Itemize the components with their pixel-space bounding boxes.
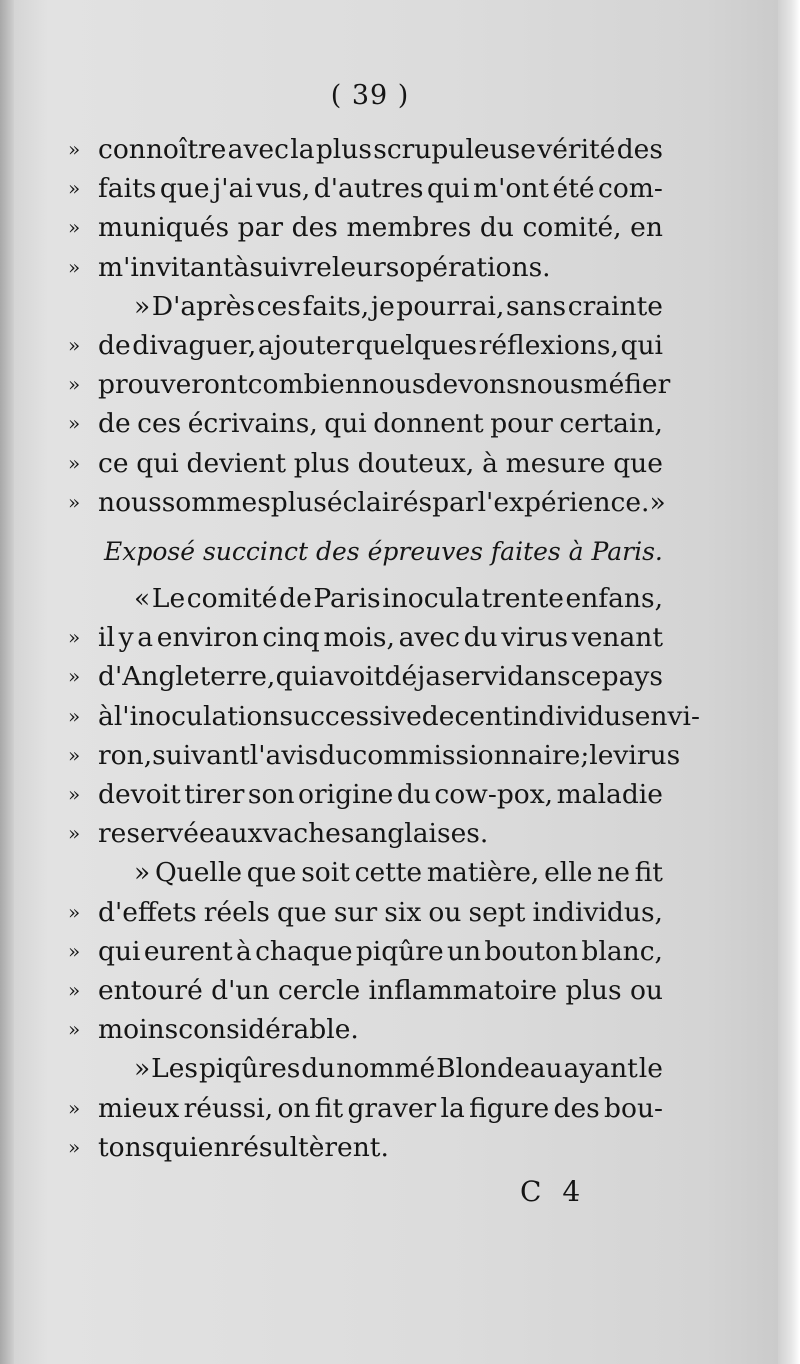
word: son <box>247 779 295 810</box>
text-line <box>98 287 663 326</box>
word: opérations. <box>399 251 551 283</box>
word: qui <box>275 661 319 693</box>
word: m'invitant <box>98 251 234 283</box>
word: à <box>98 700 114 732</box>
word: certain, <box>559 408 663 440</box>
word: ron, <box>98 739 153 771</box>
word: sur <box>333 896 378 928</box>
text-line <box>68 1128 663 1167</box>
word: D'après <box>151 290 256 322</box>
word: plus <box>270 486 327 518</box>
text-line <box>68 736 681 775</box>
quote-mark: » <box>68 1017 81 1042</box>
word: inflammatoire <box>368 974 558 1006</box>
quote-mark: » <box>68 1134 81 1159</box>
signature-mark: C 4 <box>520 1175 587 1208</box>
word: nous <box>361 369 426 401</box>
text-line <box>68 248 663 287</box>
word: mois, <box>323 622 395 654</box>
word: dans <box>507 661 571 693</box>
word: Le <box>151 583 186 615</box>
word: faits <box>98 173 157 205</box>
word: l'avis <box>249 739 319 771</box>
word: ne <box>597 857 630 889</box>
word: elle <box>544 857 593 889</box>
text-line <box>68 404 663 443</box>
word: d'Angleterre, <box>98 661 276 693</box>
word: déja <box>384 661 442 693</box>
word: » <box>134 1053 151 1085</box>
word: plus <box>315 134 372 165</box>
word: du <box>463 622 498 654</box>
word: donnent <box>373 408 484 440</box>
word: tirer <box>184 779 245 810</box>
word: ajouter <box>257 329 354 361</box>
word: de <box>98 329 131 361</box>
word: vus, <box>256 173 311 205</box>
quote-mark: » <box>68 938 81 963</box>
quote-mark: » <box>68 489 81 514</box>
word: ce <box>98 447 129 479</box>
word: avoit <box>318 661 385 693</box>
word: figure <box>469 1092 550 1124</box>
word: Paris <box>313 583 381 615</box>
word: Blondeau <box>436 1053 563 1085</box>
word: quelques <box>355 329 478 361</box>
word: successive <box>279 700 422 732</box>
word: crainte <box>567 290 663 322</box>
word: l'expérience. <box>477 486 650 518</box>
word: m'ont <box>472 173 550 205</box>
word: virus <box>613 739 681 771</box>
word: piqûre <box>355 935 444 967</box>
word: chaque <box>255 935 353 967</box>
word: l'inoculation <box>113 700 280 732</box>
word: du <box>318 739 353 771</box>
word: Quelle <box>154 857 243 889</box>
word: moins <box>98 1014 179 1046</box>
word: on <box>277 1092 311 1124</box>
word: à <box>233 251 250 283</box>
word: des <box>616 134 663 165</box>
word: je <box>370 290 395 322</box>
word: environ <box>156 622 259 654</box>
word: Les <box>151 1053 199 1085</box>
word: sommes <box>161 486 271 518</box>
word: leurs <box>331 251 400 283</box>
word: en <box>630 212 663 244</box>
word: qui <box>426 173 470 205</box>
word: muniqués <box>98 212 230 244</box>
word: qui <box>620 329 663 361</box>
word: membres <box>346 212 472 244</box>
word: il <box>98 622 115 654</box>
word: y <box>118 622 134 654</box>
word: que <box>277 896 327 928</box>
word: du <box>479 212 514 244</box>
word: individus, <box>532 896 663 928</box>
word: des <box>291 212 338 244</box>
word: que <box>613 447 663 479</box>
word: fit <box>314 1092 344 1124</box>
text-line <box>98 1049 663 1088</box>
quote-mark: » <box>68 254 81 279</box>
word: un <box>446 935 482 967</box>
word: des <box>553 1092 600 1124</box>
word: eurent <box>143 935 233 967</box>
word: d'effets <box>98 896 197 928</box>
word: combien <box>247 369 362 401</box>
text-line <box>68 326 663 365</box>
word: qui <box>98 935 141 967</box>
word: qui <box>155 1131 198 1163</box>
quote-mark: » <box>68 899 81 924</box>
word: nous <box>519 369 584 401</box>
word: qui <box>136 447 179 479</box>
word: cercle <box>277 974 361 1006</box>
quote-mark: » <box>68 977 81 1002</box>
word: cinq <box>262 622 320 654</box>
quote-mark: » <box>68 332 81 357</box>
text-line <box>68 932 663 971</box>
word: été <box>552 173 595 205</box>
word: écrivains, <box>187 408 318 440</box>
word: bou- <box>604 1092 663 1124</box>
word: fit <box>634 857 663 889</box>
word: du <box>301 1053 336 1085</box>
text-line <box>68 444 663 483</box>
text-line <box>68 775 663 814</box>
word: commissionnaire; <box>352 739 590 771</box>
quote-mark: » <box>68 782 81 806</box>
word: aux <box>214 818 263 850</box>
word: sept <box>468 896 526 928</box>
text-line <box>98 579 663 618</box>
text-line <box>68 130 663 169</box>
word: d'un <box>211 974 270 1006</box>
word: ces <box>137 408 182 440</box>
word: plus <box>565 974 622 1006</box>
word: entouré <box>98 974 203 1006</box>
word: bouton <box>484 935 579 967</box>
word: avec <box>398 622 460 654</box>
word: à <box>482 447 498 479</box>
word: soit <box>301 857 350 889</box>
quote-mark: » <box>68 703 81 728</box>
quote-mark: » <box>68 450 81 475</box>
quote-mark: » <box>68 411 81 436</box>
word: méfier <box>583 369 671 401</box>
word: enfans, <box>565 583 663 615</box>
word: le <box>638 1053 663 1085</box>
word: ayant <box>563 1053 638 1085</box>
word: de <box>279 583 312 615</box>
word: devient <box>186 447 287 479</box>
word: faits, <box>302 290 370 322</box>
text-line <box>68 1010 663 1049</box>
word: cow-pox, <box>434 779 554 810</box>
word: du <box>396 779 431 810</box>
quote-mark: » <box>68 821 81 846</box>
word: com- <box>598 173 663 205</box>
word: ces <box>256 290 301 322</box>
word: ou <box>428 896 462 928</box>
word: blanc, <box>581 935 663 967</box>
text-line <box>68 971 663 1010</box>
text-line <box>68 365 671 404</box>
word: ce <box>570 661 602 693</box>
word: cent <box>454 700 513 732</box>
word: avec <box>227 134 289 165</box>
quote-mark: » <box>68 176 81 201</box>
word: mieux <box>98 1092 180 1124</box>
word: pays <box>601 661 663 693</box>
word: six <box>384 896 422 928</box>
word: prouveront <box>98 369 248 401</box>
word: nous <box>98 486 162 518</box>
word: la <box>440 1092 465 1124</box>
word: vérité <box>537 134 616 165</box>
word: par <box>237 212 284 244</box>
text-line <box>98 853 663 892</box>
word: reservée <box>98 818 215 850</box>
word: en <box>197 1131 231 1163</box>
word: que <box>246 857 297 889</box>
word: pour <box>490 408 553 440</box>
word: « <box>134 583 151 615</box>
body-text <box>68 130 700 1167</box>
word: considérable. <box>178 1014 359 1046</box>
word: pourrai, <box>396 290 505 322</box>
word: comité <box>186 583 278 615</box>
word: individus <box>512 700 635 732</box>
word: devons <box>425 369 520 401</box>
word: » <box>134 290 151 322</box>
quote-mark: » <box>68 1095 81 1120</box>
word: matière, <box>426 857 540 889</box>
word: ou <box>629 974 663 1006</box>
quote-mark: » <box>68 742 81 767</box>
word: anglaises. <box>354 818 489 850</box>
word: réels <box>203 896 270 928</box>
word: scrupuleuse <box>373 134 536 165</box>
word: résultèrent. <box>230 1131 389 1163</box>
word: nommé <box>336 1053 436 1085</box>
text-line <box>68 814 663 853</box>
word: trente <box>481 583 564 615</box>
word: graver <box>347 1092 437 1124</box>
text-line <box>68 1089 663 1128</box>
word: devoit <box>98 779 181 810</box>
word: comité, <box>522 212 622 244</box>
word: qui <box>324 408 367 440</box>
word: douteux, <box>357 447 475 479</box>
section-heading: Exposé succinct des épreuves faites à Paris. <box>104 536 663 566</box>
text-line <box>68 208 663 247</box>
word: inocula <box>382 583 480 615</box>
quote-mark: » <box>68 625 81 650</box>
word: tons <box>98 1131 156 1163</box>
word: a <box>137 622 154 654</box>
word: plus <box>293 447 350 479</box>
quote-mark: » <box>68 372 81 397</box>
word: vaches <box>262 818 355 850</box>
word: éclairés <box>326 486 433 518</box>
word: de <box>98 408 131 440</box>
quote-mark: » <box>68 215 81 240</box>
quote-mark: » <box>68 137 81 161</box>
word: que <box>159 173 210 205</box>
word: j'ai <box>213 173 253 205</box>
word: piqûres <box>198 1053 301 1085</box>
word: virus <box>501 622 569 654</box>
text-line <box>68 618 663 657</box>
word: de <box>421 700 455 732</box>
word: origine <box>298 779 394 810</box>
page-left-edge <box>0 0 14 1364</box>
word: mesure <box>505 447 606 479</box>
page-number: ( 39 ) <box>330 80 410 111</box>
word: le <box>589 739 614 771</box>
word: envi- <box>634 700 700 732</box>
text-line <box>68 483 666 522</box>
word: maladie <box>556 779 663 810</box>
word: cette <box>354 857 423 889</box>
word: d'autres <box>313 173 424 205</box>
word: sans <box>506 290 567 322</box>
paragraphs-after-heading <box>68 579 700 1167</box>
text-line <box>68 657 663 696</box>
word: servi <box>441 661 507 693</box>
word: à <box>235 935 252 967</box>
word: la <box>290 134 315 165</box>
word: » <box>134 857 151 889</box>
text-line <box>68 697 700 736</box>
word: » <box>649 486 666 518</box>
word: par <box>432 486 478 518</box>
word: suivant <box>152 739 250 771</box>
page-right-edge <box>778 0 800 1364</box>
word: suivre <box>249 251 332 283</box>
word: divaguer, <box>132 329 257 361</box>
quote-mark: » <box>68 664 81 689</box>
text-line <box>68 893 663 932</box>
paragraphs-before-heading <box>68 130 671 522</box>
word: réussi, <box>183 1092 274 1124</box>
word: connoître <box>98 134 227 165</box>
word: réflexions, <box>478 329 619 361</box>
word: venant <box>571 622 663 654</box>
text-line <box>68 169 663 208</box>
